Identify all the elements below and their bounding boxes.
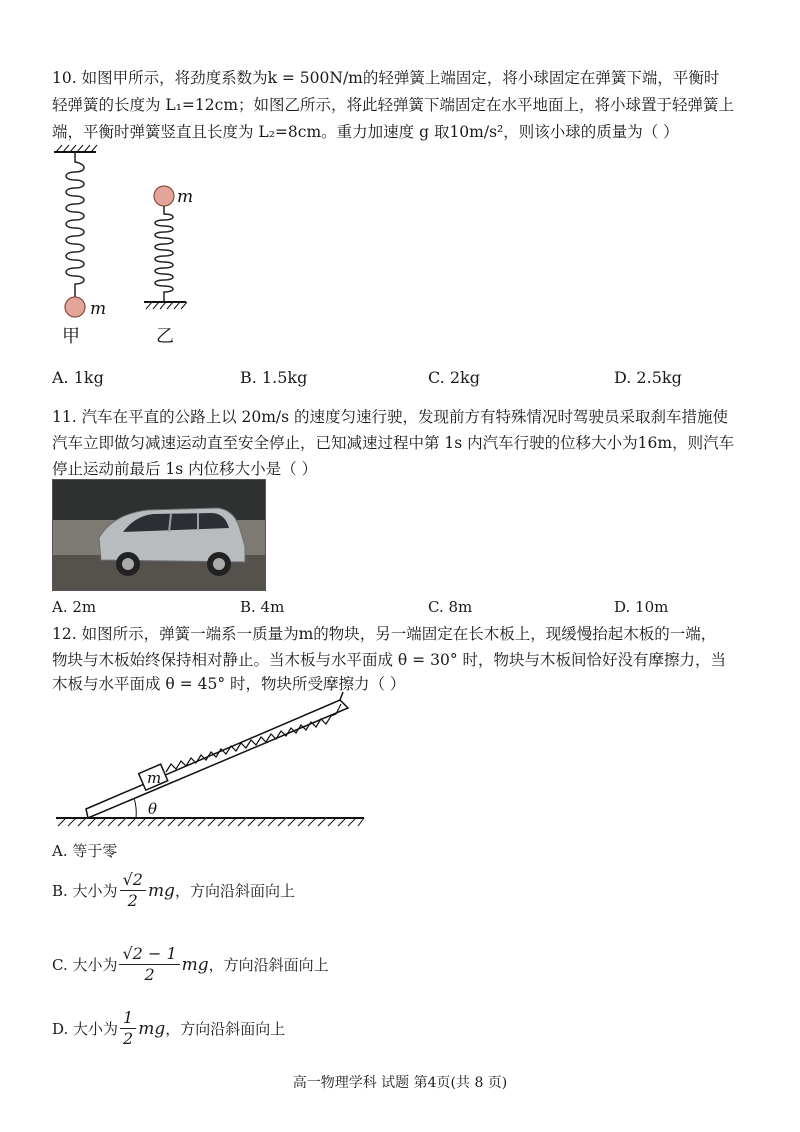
figure-label-yi: 乙 [156,326,174,347]
q10-option-d: D. 2.5kg [614,368,682,387]
option-b-mg: mg [147,880,175,901]
option-b-denominator: 2 [127,891,138,910]
ceiling-hatch [54,145,97,152]
option-d-fraction [120,1008,136,1049]
q11-option-b: B. 4m [240,598,285,616]
q10-line-2: 轻弹簧的长度为 L₁=12cm；如图乙所示，将此轻弹簧下端固定在水平地面上，将小球置于轻弹簧上 [52,96,735,114]
q11-option-d: D. 10m [614,598,669,616]
option-c-prefix: C. 大小为 [52,956,118,974]
q11-option-c: C. 8m [428,598,473,616]
angle-theta-label: θ [148,800,158,818]
q10-option-b: B. 1.5kg [240,368,308,387]
q10-line-3: 端，平衡时弹簧竖直且长度为 L₂=8cm。重力加速度 g 取10m/s²，则该小球的质量为（ ） [52,123,679,141]
q12-option-c [52,944,329,985]
q10-line-1: 10. 如图甲所示，将劲度系数为k = 500N/m的轻弹簧上端固定，将小球固定在弹簧下端，平衡时 [52,69,720,87]
ball-yi [154,186,174,206]
q12-line-3: 木板与水平面成 θ = 45° 时，物块所受摩擦力（ ） [52,675,406,693]
option-d-prefix: D. 大小为 [52,1020,119,1038]
figure-label-jia: 甲 [62,326,80,347]
option-c-numerator: √2 − 1 [119,944,179,965]
option-c-tail: ，方向沿斜面向上 [208,956,329,974]
option-b-fraction [120,870,146,911]
q12-option-d [52,1008,285,1049]
option-c-fraction [119,944,179,985]
q10-option-c: C. 2kg [428,368,480,387]
q11-line-2: 汽车立即做匀减速运动直至安全停止，已知减速过程中第 1s 内汽车行驶的位移大小为16m，则汽车 [52,434,735,452]
q10-option-a: A. 1kg [52,368,104,387]
option-b-numerator: √2 [120,870,146,891]
spring-jia [66,152,84,298]
ball-jia [65,297,85,317]
ground-hatch [56,818,364,826]
q11-option-a: A. 2m [52,598,97,616]
block-mass-label: m [147,769,162,787]
ground-hatch-yi [144,302,187,309]
car-photo [52,479,266,591]
q12-line-1: 12. 如图所示，弹簧一端系一质量为m的物块，另一端固定在长木板上，现缓慢抬起木板的一端， [52,625,717,643]
incline-figure [50,690,370,830]
q11-line-3: 停止运动前最后 1s 内位移大小是（ ） [52,460,318,478]
option-d-mg: mg [138,1018,166,1039]
angle-arc [134,798,136,818]
q12-option-b [52,870,295,911]
mass-label-yi: m [177,187,194,207]
q12-option-a: A. 等于零 [52,842,118,860]
option-b-prefix: B. 大小为 [52,882,118,900]
minivan-illustration [53,480,265,590]
mass-label-jia: m [90,299,107,319]
q12-line-2: 物块与木板始终保持相对静止。当木板与水平面成 θ = 30° 时，物块与木板间恰好没有摩擦力，当 [52,651,727,669]
option-c-mg: mg [181,954,209,975]
wooden-board [86,700,348,818]
q11-line-1: 11. 汽车在平直的公路上以 20m/s 的速度匀速行驶，发现前方有特殊情况时驾驶员采取刹车措施使 [52,408,729,426]
option-c-denominator: 2 [144,965,155,984]
option-d-tail: ，方向沿斜面向上 [165,1020,286,1038]
option-d-numerator: 1 [120,1008,136,1029]
spring-yi [155,206,173,302]
board-end-stop [340,692,343,700]
option-d-denominator: 2 [123,1029,134,1048]
page-footer: 高一物理学科 试题 第4页(共 8 页) [292,1075,508,1091]
spring-figure [40,142,220,352]
option-b-tail: ，方向沿斜面向上 [174,882,295,900]
